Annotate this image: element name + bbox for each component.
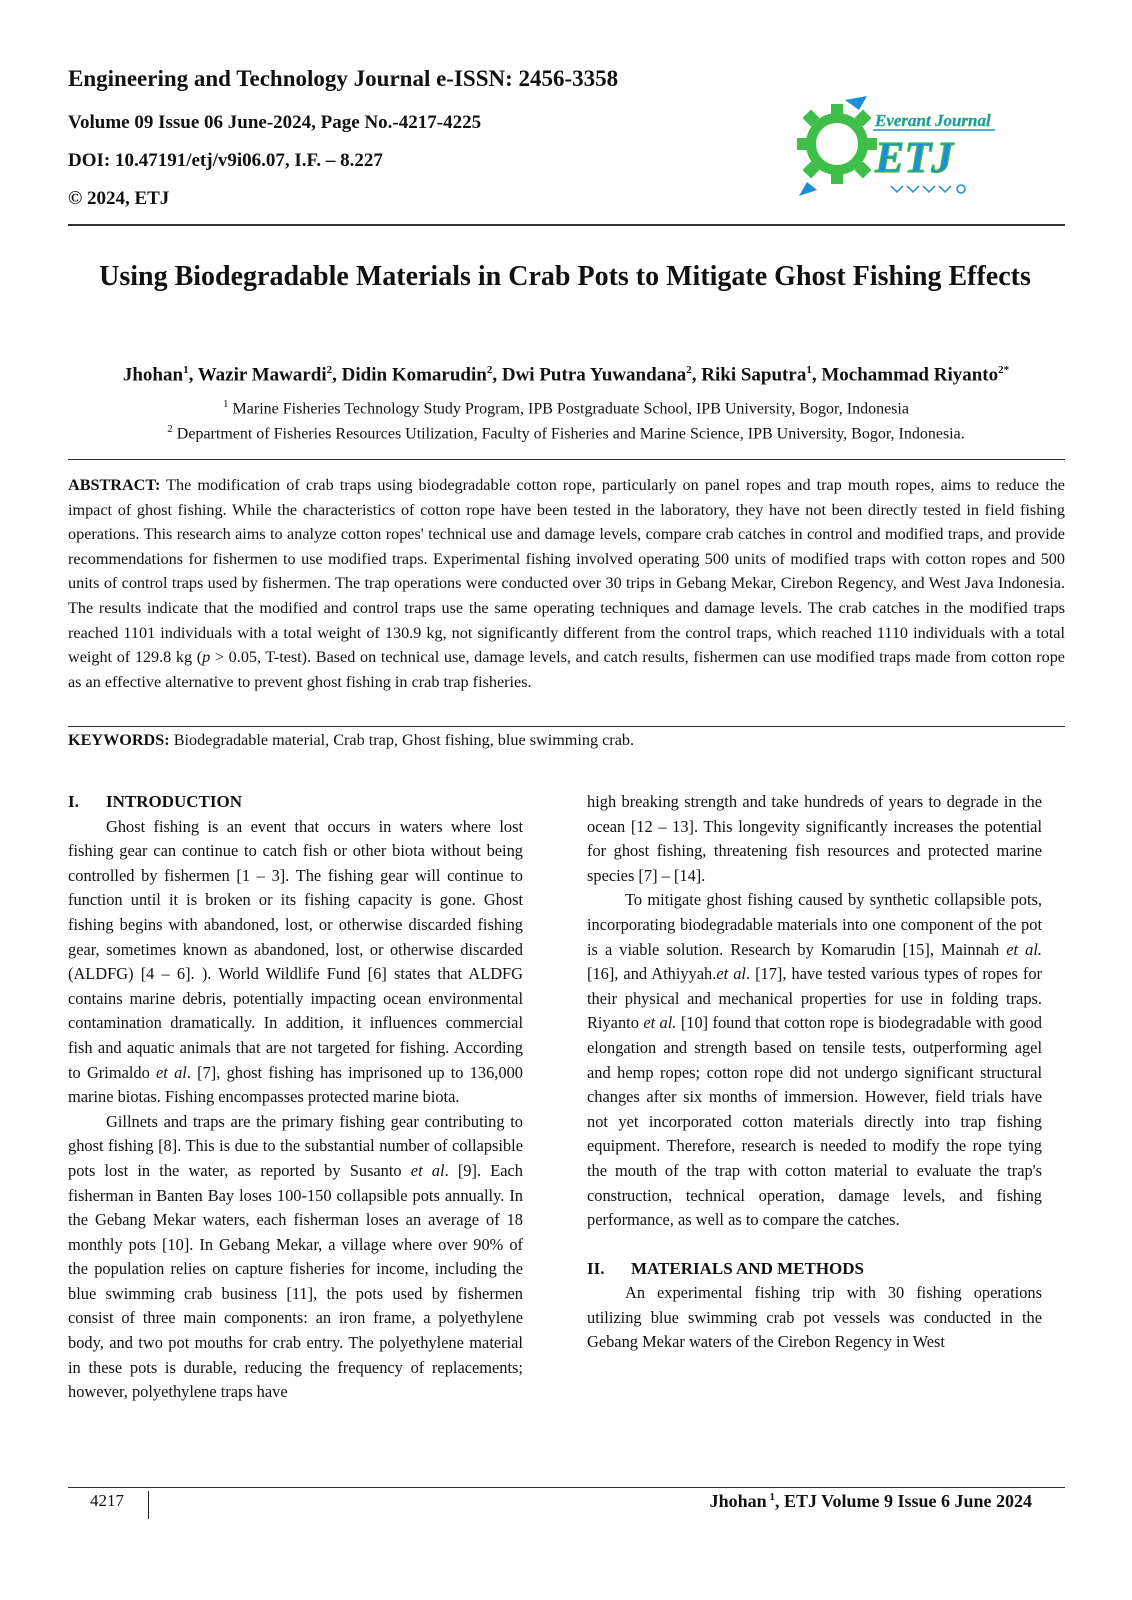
logo-wordmark: ETJ	[875, 133, 954, 182]
author-affiliation-mark: 2	[326, 364, 333, 376]
copyright: © 2024, ETJ	[68, 188, 170, 209]
affiliation-mark: 1	[223, 398, 229, 410]
italic-et-al: et al	[716, 964, 746, 984]
abstract-text-end: > 0.05, T-test). Based on technical use, damage levels, and catch results, fishermen can use modified traps made from cotton rope as an effective alternative to prevent ghost fishing in crab trap fisheries.	[68, 648, 1065, 691]
affiliation-mark: 2	[167, 423, 173, 435]
italic-et-al: et al.	[1006, 939, 1042, 959]
abstract-text: The modification of crab traps using biodegradable cotton rope, particularly on panel ropes and trap mouth ropes, aims to reduce the impact of ghost fishing. While the characteristics of cotton rope have been tested in the laboratory, they have not been directly tested in field fishing operations. This research aims to analyze cotton ropes' technical use and damage levels, compare crab catches in control and modified traps, and provide recommendations for fishermen to use modified traps. Experimental fishing involved operating 500 units of modified traps with cotton ropes and 500 units of control traps used by fishermen. The trap operations were conducted over 30 trips in Gebang Mekar, Cirebon Regency, and West Java Indonesia. The results indicate that the modified and control traps use the same operating techniques and damage levels. The crab catches in the modified traps reached 1101 individuals with a total weight of 130.9 kg, not significantly different from the control traps, which reached 1110 individuals with a total weight of 129.8 kg (	[68, 476, 1065, 667]
paragraph-text: . [17], have tested various types of ropes for their physical and mechanical properties for use in folding traps. Riyanto	[587, 964, 1042, 1033]
keywords	[68, 731, 1065, 750]
paragraph-spacer	[587, 1233, 1042, 1257]
abstract-label: ABSTRACT:	[68, 476, 161, 494]
italic-et-al: et al.	[643, 1013, 677, 1033]
section-number: II.	[587, 1258, 605, 1278]
paragraph-text: . [9]. Each fisherman in Banten Bay loses 100-150 collapsible pots annually. In the Gebang Mekar waters, each fisherman loses an average of 18 monthly pots [10]. In Gebang Mekar, a village where over 90% of the population relies on capture fisheries for income, including the blue swimming crab business [11], the pots used by fishermen consist of three main components: an iron frame, a polyethylene body, and two pot mouths for crab entry. The polyethylene material in these pots is durable, reducing the frequency of replacements; however, polyethylene traps have	[68, 1160, 523, 1402]
affiliation-2	[40, 423, 1092, 443]
intro-paragraph-4	[587, 888, 1042, 1232]
section-title: INTRODUCTION	[106, 792, 243, 811]
section-heading-introduction	[68, 790, 523, 815]
gear-icon	[797, 96, 877, 196]
doi-info: DOI: 10.47191/etj/v9i06.07, I.F. – 8.227	[68, 150, 383, 171]
paragraph-text: Ghost fishing is an event that occurs in waters where lost fishing gear can continue to catch fish or other biota without being controlled by fishermen [1 – 3]. The fishing gear will continue to function until it is broken or its fishing capacity is gone. Ghost fishing begins with abandoned, lost, or otherwise discarded fishing gear, sometimes known as abandoned, lost, or otherwise discarded (ALDFG) [4 – 6]. ). World Wildlife Fund [6] states that ALDFG contains marine debris, potentially impacting ocean environmental contamination dramatically. In addition, it influences commercial fish and aquatic animals that are not targeted for fishing. According to Grimaldo	[68, 816, 523, 1082]
paper-title: Using Biodegradable Materials in Crab Pots to Mitigate Ghost Fishing Effects	[99, 261, 1031, 292]
intro-paragraph-2	[68, 1110, 523, 1405]
author-name: , Mochammad Riyanto	[811, 364, 999, 386]
author-affiliation-mark: 2*	[998, 364, 1010, 376]
italic-et-al: et al	[410, 1160, 445, 1180]
logo-decoration	[891, 185, 965, 193]
abstract-top-rule	[68, 459, 1065, 460]
keywords-label: KEYWORDS:	[68, 731, 170, 749]
logo-tagline: Everant Journal	[875, 111, 991, 130]
page-number: 4217	[90, 1491, 124, 1510]
paragraph-text: [16], and Athiyyah.	[587, 964, 717, 984]
right-column	[587, 790, 1042, 1355]
italic-et-al: et al	[156, 1062, 187, 1082]
section-number: I.	[68, 792, 79, 811]
section-title: MATERIALS AND METHODS	[631, 1258, 864, 1278]
author-name: , Dwi Putra Yuwandana	[492, 364, 687, 386]
paragraph-text: [10] found that cotton rope is biodegradable with good elongation and strength based on tensile tests, outperforming agel and hemp ropes; cotton rope did not undergo significant structural changes after six months of immersion. However, field trials have not yet incorporated cotton materials directly into trap fishing equipment. Therefore, research is needed to modify the rope tying the mouth of the trap with cotton material to evaluate the trap's construction, technical operation, damage levels, and fishing performance, as well as to compare the catches.	[587, 1013, 1042, 1230]
affiliation-1	[40, 398, 1092, 418]
author-affiliation-mark: 1	[806, 364, 812, 376]
keywords-text: Biodegradable material, Crab trap, Ghost fishing, blue swimming crab.	[169, 731, 635, 749]
author-list	[40, 364, 1092, 386]
intro-paragraph-3: high breaking strength and take hundreds of years to degrade in the ocean [12 – 13]. This longevity significantly increases the potential for ghost fishing, threatening fish resources and protected marine species [7] – [14].	[587, 792, 1042, 885]
intro-paragraph-1	[68, 815, 523, 1110]
abstract-bottom-rule	[68, 726, 1065, 727]
running-footer	[710, 1491, 1032, 1512]
section-heading-methods	[587, 1257, 1042, 1282]
volume-info: Volume 09 Issue 06 June-2024, Page No.-4217-4225	[68, 112, 482, 133]
author-name: Jhohan	[122, 364, 184, 386]
methods-paragraph-1: An experimental fishing trip with 30 fishing operations utilizing blue swimming crab pot vessels was conducted in the Gebang Mekar waters of the Cirebon Regency in West	[587, 1283, 1042, 1352]
left-column	[68, 790, 523, 1405]
paragraph-text: Gillnets and traps are the primary fishing gear contributing to ghost fishing [8]. This is due to the substantial number of collapsible pots lost in the water, as reported by Susanto	[68, 1111, 523, 1180]
abstract	[68, 473, 1065, 694]
header-rule	[68, 224, 1065, 226]
author-affiliation-mark: 1	[183, 364, 189, 376]
footer-divider	[148, 1491, 149, 1519]
author-name: , Didin Komarudin	[332, 364, 487, 386]
journal-name: Engineering and Technology Journal e-ISSN: 2456-3358	[68, 66, 619, 91]
affiliation-text: Marine Fisheries Technology Study Program, IPB Postgraduate School, IPB University, Bogor, Indonesia	[228, 400, 909, 418]
footer-rule	[68, 1487, 1065, 1488]
author-affiliation-mark: 2	[686, 364, 692, 376]
paragraph-text: . [7], ghost fishing has imprisoned up to 136,000 marine biotas. Fishing encompasses protected marine biota.	[68, 1062, 523, 1107]
author-affiliation-mark: 2	[486, 364, 493, 376]
footer-author-mark: 1	[766, 1491, 775, 1503]
etj-logo	[795, 92, 1000, 202]
footer-journal-info: , ETJ Volume 9 Issue 6 June 2024	[774, 1491, 1032, 1511]
footer-author: Jhohan	[709, 1491, 767, 1511]
author-name: , Wazir Mawardi	[188, 364, 327, 386]
paragraph-text: To mitigate ghost fishing caused by synthetic collapsible pots, incorporating biodegradable materials into one component of the pot is a viable solution. Research by Komarudin [15], Mainnah	[587, 890, 1042, 959]
author-name: , Riki Saputra	[691, 364, 807, 386]
affiliation-text: Department of Fisheries Resources Utilization, Faculty of Fisheries and Marine Science, IPB University, Bogor, Indonesia.	[172, 425, 965, 443]
abstract-p-symbol: p	[202, 648, 211, 667]
